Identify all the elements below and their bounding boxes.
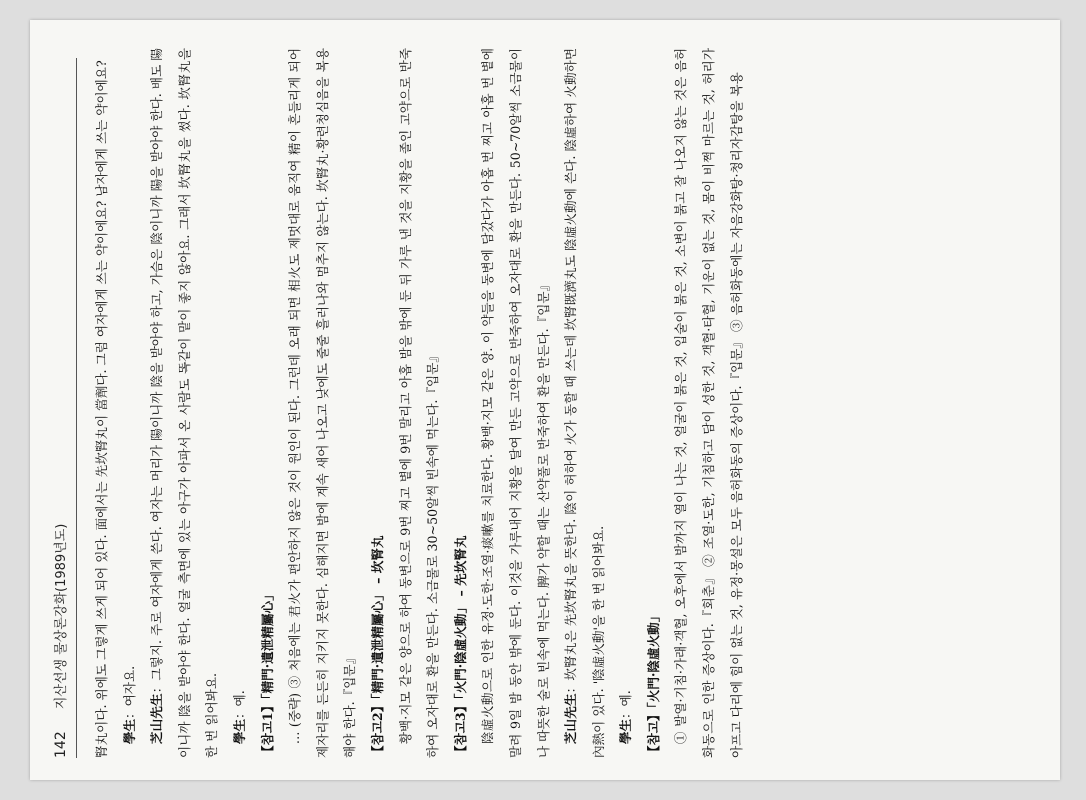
reference-heading (640, 48, 668, 758)
body-paragraph (88, 48, 116, 758)
body-paragraph (667, 48, 750, 758)
speaker-label: 學生 (618, 718, 634, 745)
dialogue-paragraph (557, 48, 612, 758)
reference-label: 【참고3】「火門·陰虛火動」 – 先坎腎丸 (452, 535, 468, 758)
paragraph-text: ：예. (618, 690, 634, 719)
paragraph-text: ：여자요. (121, 665, 137, 719)
paragraph-text: 腎丸이다. 위에도 그렇게 쓰게 되어 있다. 面에서는 先坎腎丸이 當劑다. 그럼 여자에게 쓰는 약이에요? 남자에게 쓰는 약이에요? (94, 60, 109, 758)
book-page (30, 20, 1060, 780)
body-paragraph (281, 48, 364, 758)
body-paragraph (392, 48, 447, 758)
reference-label: 【참고】「火門·陰虛火動」 (645, 609, 661, 758)
paragraph-text: 황백·지모 같은 양으로 하여 동변으로 9번 찌고 볕에 9번 말리고 아홉 밤을 밖에 둔 뒤 가루 낸 것을 지황을 졸인 고약으로 반죽하여 오자대로 환을 만든다. 소금물로 30~50알씩 빈속에 먹는다.『입문』 (397, 48, 441, 758)
running-header (50, 58, 77, 758)
speaker-label: 學生 (121, 718, 137, 745)
dialogue-paragraph (116, 48, 144, 758)
page-number: 142 (53, 731, 69, 758)
body-text (88, 48, 750, 758)
paragraph-text: ① 발열·기침·가래·객혈, 오후에서 밤까지 열이 나는 것, 얼굴이 붉은 것, 입술이 붉은 것, 소변이 붉고 잘 나오지 않는 것은 음허화동으로 인한 증상이다.『회춘』 ② 조열·도한, 기침하고 담이 성한 것, 객혈·타혈, 기운이 없는 것, 몸이 비쩍 마르는 것, 허리가 아프고 다리에 힘이 없는 것, 유정·몽설은 모두 음허화동의 증상이다.『입문』 ③ 음허화동에는 자음강화탕·청리자감탕을 복용 (673, 48, 744, 758)
speaker-label: 芝山先生 (563, 693, 579, 745)
reference-heading (254, 48, 282, 758)
body-paragraph (474, 48, 557, 758)
paragraph-text: ：예. (231, 690, 247, 719)
speaker-label: 學生 (231, 718, 247, 745)
running-title: 지산선생 물상론강화(1989년도) (54, 523, 69, 710)
dialogue-paragraph (226, 48, 254, 758)
reference-label: 【참고1】「精門·遺泄精屬心」 (259, 588, 275, 758)
speaker-label: 芝山先生 (149, 693, 165, 745)
paragraph-text: ：그렇지. 주로 여자에게 쓴다. 여자는 머리가 陽이니까 陰을 받아야 하고, 가슴은 陰이니까 陽을 받아야 한다. 배도 陽이니까 陰을 받아야 한다. 얼굴 측면에 있는 아구가 아파서 온 사람도 똑같이 맡이 좋지 않아요. 그래서 坎腎丸을 썼다. 坎腎丸을 한 번 읽어봐요. (149, 48, 220, 758)
paragraph-text: 陰虛火動으로 인한 유정·도한·조열·痰嗽를 치료한다. 황백·지모 같은 양. 이 약들을 동변에 담갔다가 아홉 번 찌고 아홉 번 볕에 말려 9일 밤 동안 밖에 둔다. 이것을 가루내어 지황을 달여 만든 고약으로 반죽하여 오자대로 환을 만든다. 50~70알씩 소금물이나 따뜻한 술로 빈속에 먹는다. 脾가 약할 때는 산약풀로 반죽하여 환을 만든다.『입문』 (480, 48, 551, 758)
paragraph-text: … (중략) ③ 처음에는 君火가 편안하지 않은 것이 원인이 된다. 그런데 오래 되면 相火도 제멋대로 움직여 精이 흔들리게 되어 제자리를 든든히 지키지 못한다. 심해지면 밤에 계속 새어 나오고 낮에도 줄줄 흘러나와 멈추지 않는다. 坎腎丸·황련청심음을 복용해야 한다.『입문』 (287, 48, 358, 758)
reference-label: 【참고2】「精門·遺泄精屬心」 – 坎腎丸 (369, 535, 385, 758)
reference-heading (447, 48, 475, 758)
dialogue-paragraph (143, 48, 226, 758)
rotated-page-content (30, 20, 1060, 780)
dialogue-paragraph (612, 48, 640, 758)
paragraph-text: ：坎腎丸은 先坎腎丸을 뜻한다. 陰이 허하여 火가 동할 때 쓰는데 坎腎既濟丸도 陰虛火動에 쓴다. 陰虛하여 火動하면 內熱이 있다. '陰虛火動'을 한 번 읽어봐요. (563, 47, 606, 758)
reference-heading (364, 48, 392, 758)
